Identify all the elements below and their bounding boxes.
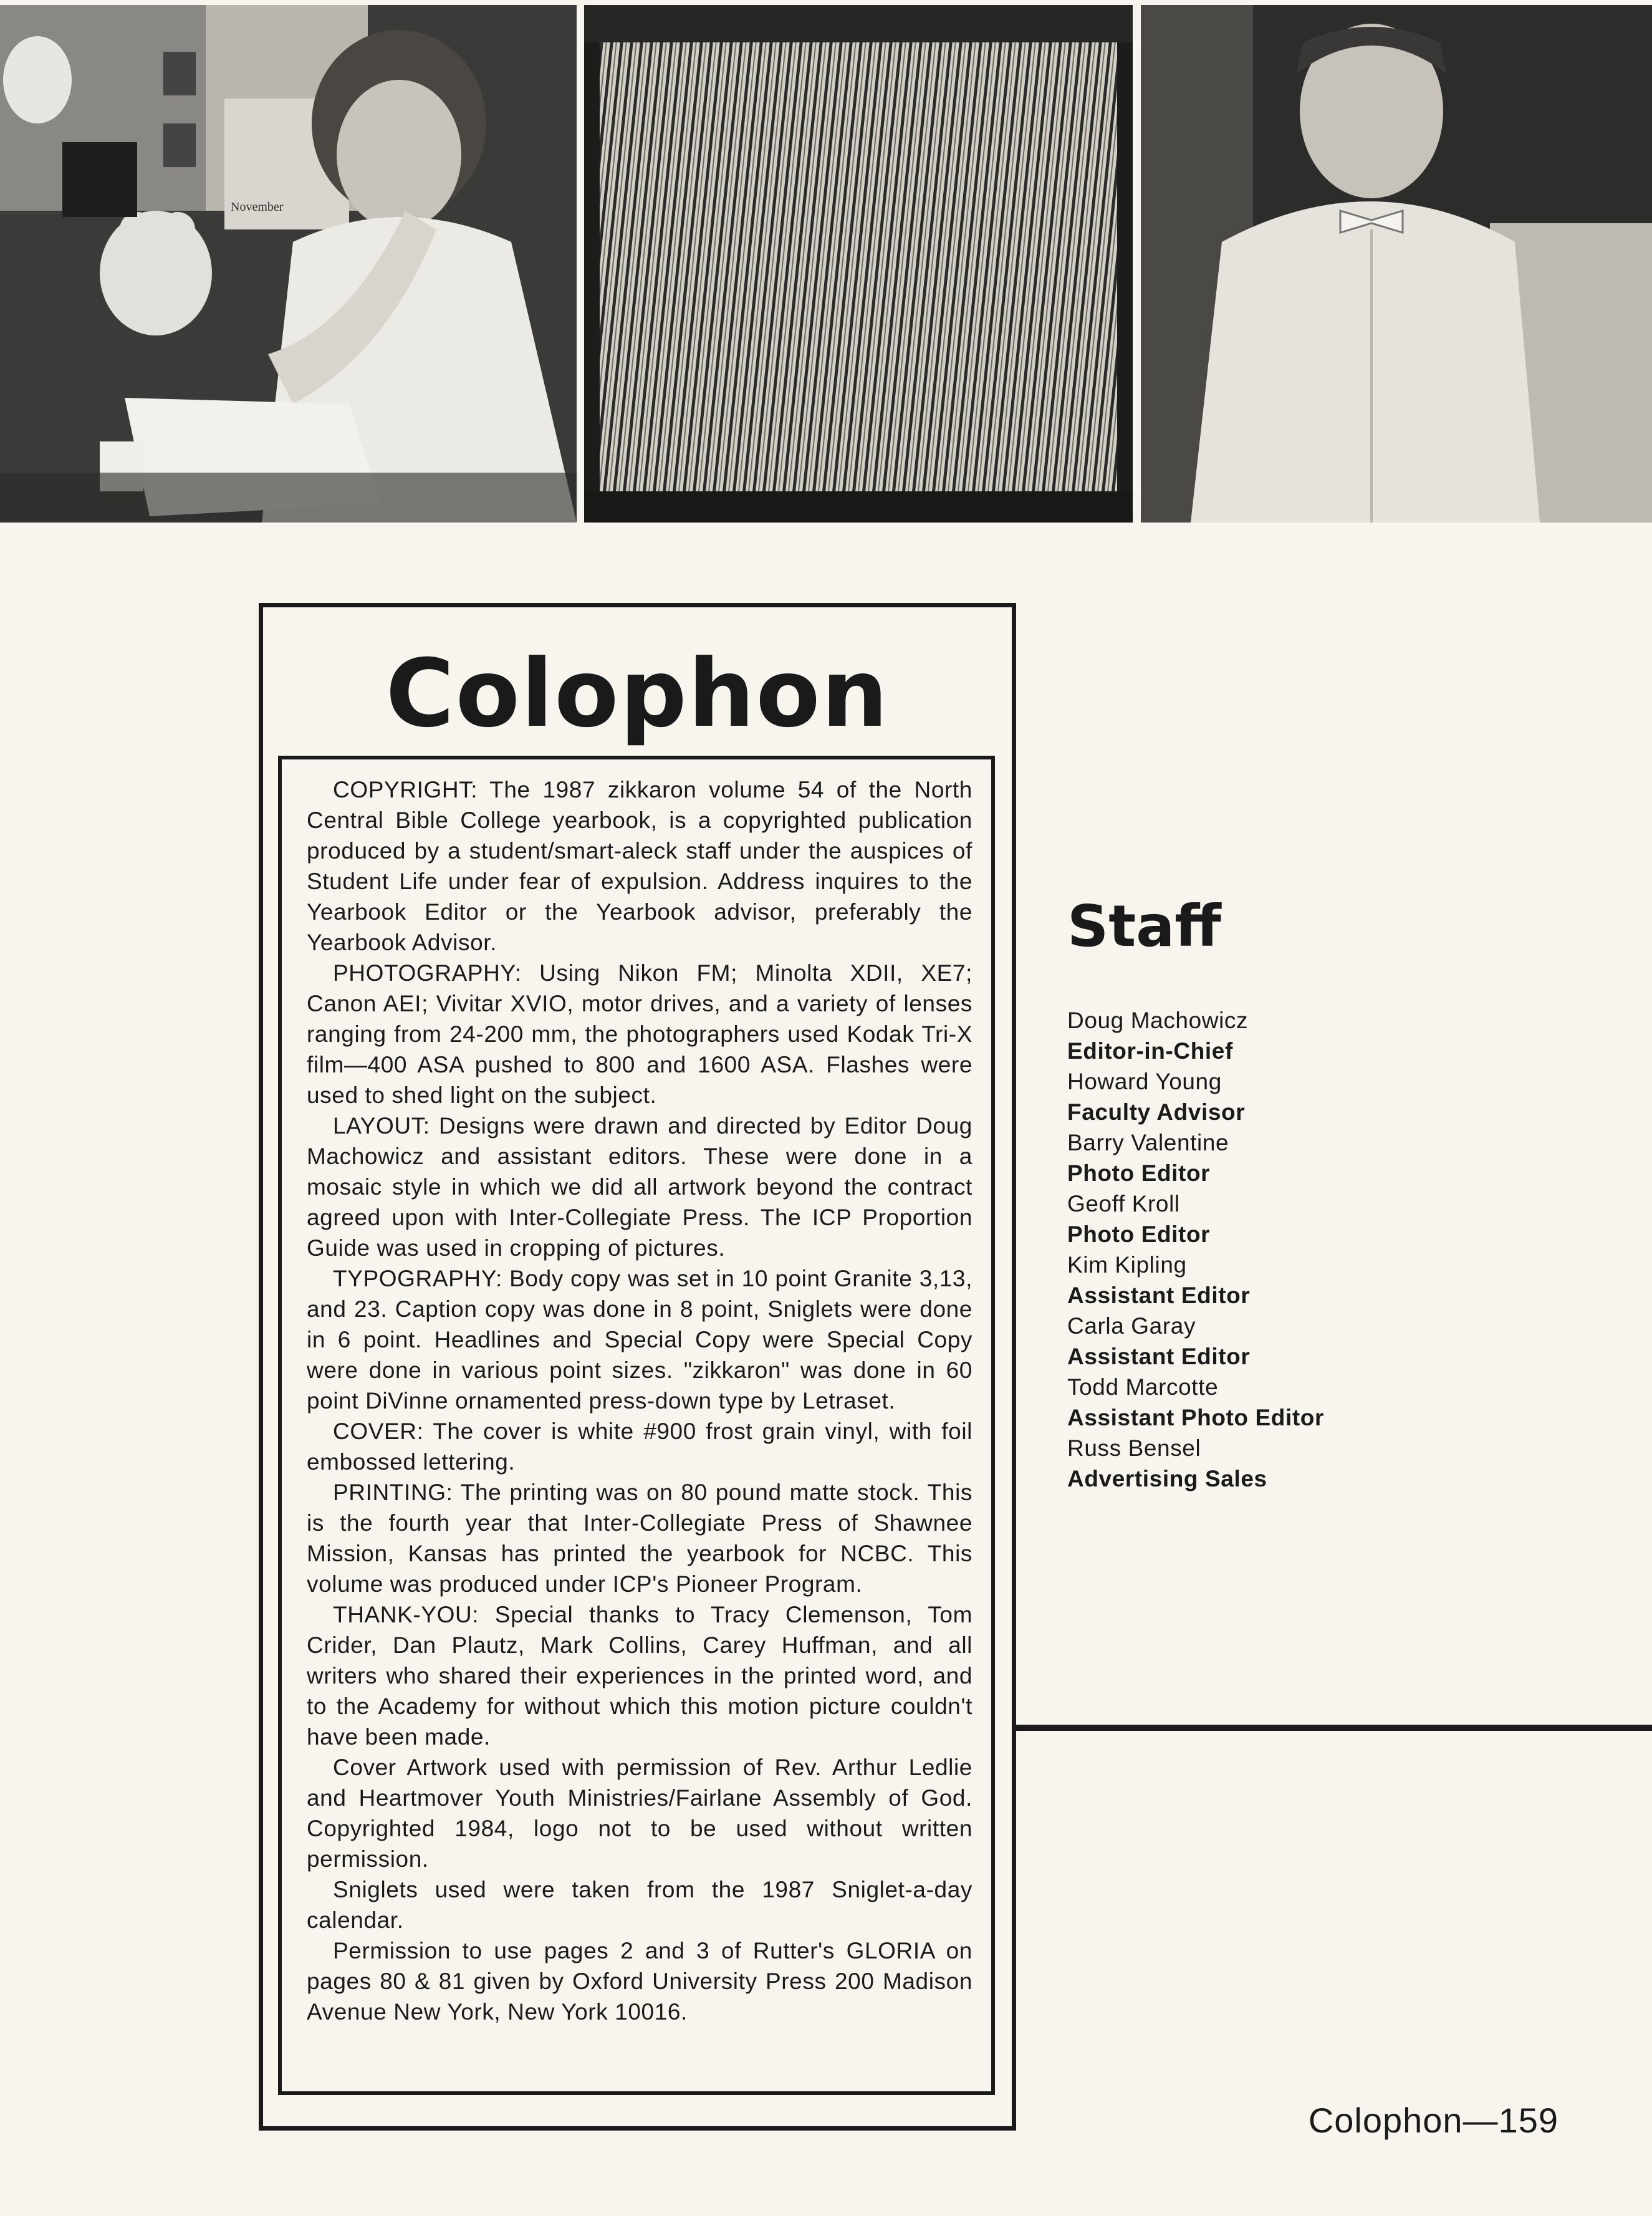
colophon-paragraph: TYPOGRAPHY: Body copy was set in 10 point Granite 3,13, and 23. Caption copy was done in 8 point, Sniglets were done in 6 point. Headlines and Special Copy were Special Copy were done in various point sizes. "zikkaron" was done in 60 point DiVinne ornamented press-down type by Letraset. xyxy=(307,1266,972,1414)
colophon-paragraph: THANK-YOU: Special thanks to Tracy Clemenson, Tom Crider, Dan Plautz, Mark Collins, Carey Huffman, and all writers who shared their experiences in the printed word, and to the Academy for without which this motion picture couldn't have been made. xyxy=(307,1602,972,1750)
colophon-paragraph: PRINTING: The printing was on 80 pound matte stock. This is the fourth year that Inter-Collegiate Press of Shawnee Mission, Kansas has printed the yearbook for NCBC. This volume was produced under ICP's Pioneer Program. xyxy=(307,1480,972,1597)
staff-role: Faculty Advisor xyxy=(1067,1099,1246,1125)
colophon-title: Colophon xyxy=(385,640,890,748)
colophon-paragraph: Permission to use pages 2 and 3 of Rutter's GLORIA on pages 80 & 81 given by Oxford University Press 200 Madison Avenue New York, New York 10016. xyxy=(307,1938,972,2025)
staff-entry xyxy=(1067,1311,1416,1372)
staff-role: Assistant Editor xyxy=(1067,1283,1251,1308)
photo-man-bowtie xyxy=(1141,5,1652,523)
staff-name: Doug Machowicz xyxy=(1067,1008,1249,1033)
photo-man-bowtie-image xyxy=(1141,5,1652,523)
colophon-paragraph: PHOTOGRAPHY: Using Nikon FM; Minolta XDII, XE7; Canon AEI; Vivitar XVIO, motor drives, and a variety of lenses ranging from 24-200 mm, the photographers used Kodak Tri-X film—400 ASA pushed to 800 and 1600 ASA. Flashes were used to shed light on the subject. xyxy=(307,960,972,1108)
staff-role: Photo Editor xyxy=(1067,1160,1211,1186)
staff-role: Assistant Editor xyxy=(1067,1344,1251,1369)
colophon-body xyxy=(278,756,995,2095)
staff-role: Photo Editor xyxy=(1067,1221,1211,1247)
colophon-paragraph: Sniglets used were taken from the 1987 Sniglet-a-day calendar. xyxy=(307,1877,972,1933)
staff-name: Howard Young xyxy=(1067,1069,1222,1094)
staff-name: Kim Kipling xyxy=(1067,1252,1187,1278)
photo-student-reading xyxy=(0,5,577,523)
staff-entry xyxy=(1067,1066,1416,1127)
page-folio: Colophon—159 xyxy=(1308,2101,1558,2140)
staff-name: Russ Bensel xyxy=(1067,1435,1201,1461)
calendar-month-text: November xyxy=(231,200,284,214)
staff-entry xyxy=(1067,1433,1416,1494)
colophon-paragraph: COVER: The cover is white #900 frost grain vinyl, with foil embossed lettering. xyxy=(307,1419,972,1475)
staff-entry xyxy=(1067,1188,1416,1250)
staff-name: Carla Garay xyxy=(1067,1313,1196,1339)
colophon-paragraph: COPYRIGHT: The 1987 zikkaron volume 54 of the North Central Bible College yearbook, is a copyrighted publication produced by a student/smart-aleck staff under the auspices of Student Life under fear of expulsion. Address inquires to the Yearbook Editor or the Yearbook advisor, preferably the Yearbook Advisor. xyxy=(307,777,972,955)
staff-name: Geoff Kroll xyxy=(1067,1191,1180,1216)
staff-heading: Staff xyxy=(1067,893,1221,960)
staff-entry xyxy=(1067,1372,1416,1433)
staff-name: Barry Valentine xyxy=(1067,1130,1229,1155)
staff-role: Advertising Sales xyxy=(1067,1466,1267,1491)
staff-list xyxy=(1067,1005,1416,1494)
staff-entry xyxy=(1067,1005,1416,1066)
section-divider xyxy=(1016,1725,1652,1731)
staff-entry xyxy=(1067,1250,1416,1311)
colophon-paragraph: LAYOUT: Designs were drawn and directed by Editor Doug Machowicz and assistant editors. These were done in a mosaic style in which we did all artwork beyond the contract agreed upon with Inter-Collegiate Press. The ICP Proportion Guide was used in cropping of pictures. xyxy=(307,1113,972,1261)
colophon-frame xyxy=(259,603,1016,2131)
photo-record-shelf-image xyxy=(584,5,1133,523)
staff-role: Assistant Photo Editor xyxy=(1067,1405,1324,1430)
photo-record-shelf xyxy=(584,5,1133,523)
colophon-paragraph: Cover Artwork used with permission of Rev. Arthur Ledlie and Heartmover Youth Ministries/Fairlane Assembly of God. Copyrighted 1984, logo not to be used without written permission. xyxy=(307,1755,972,1872)
staff-name: Todd Marcotte xyxy=(1067,1374,1219,1400)
staff-entry xyxy=(1067,1127,1416,1188)
staff-role: Editor-in-Chief xyxy=(1067,1038,1233,1064)
photo-student-reading-image xyxy=(0,5,577,523)
